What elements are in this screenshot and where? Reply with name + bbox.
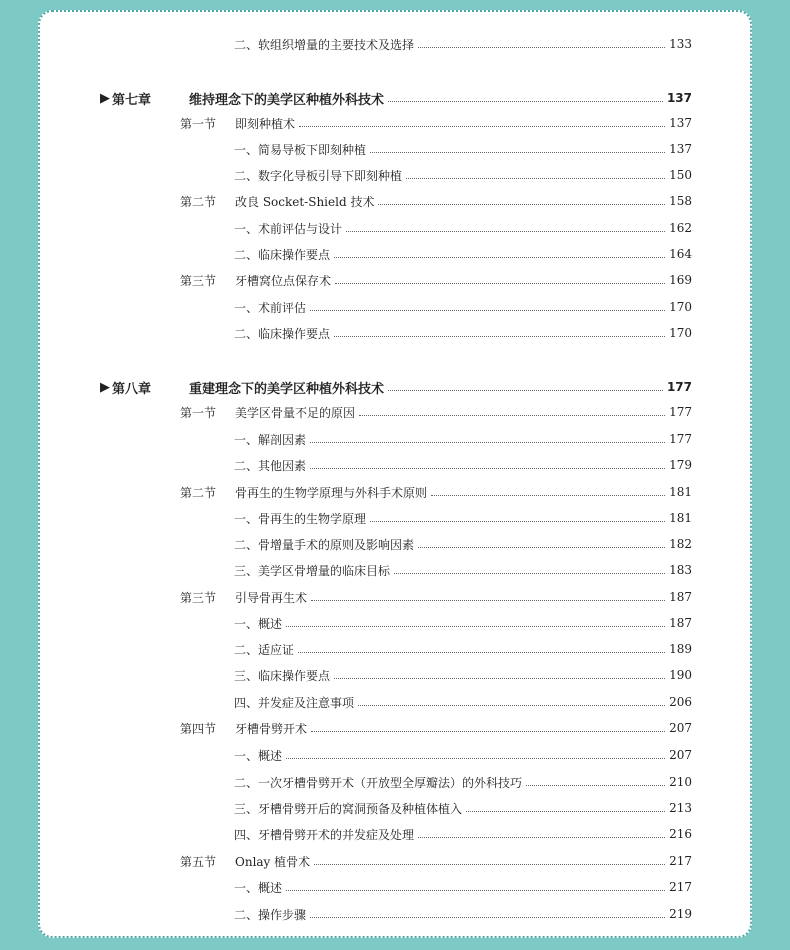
toc-subsection-entry [234, 244, 692, 264]
toc-page-number: 177 [666, 380, 692, 394]
dot-leader [358, 705, 665, 706]
triangle-bullet-icon: ▶ [100, 379, 110, 395]
toc-entry-title: 改良 Socket-Shield 技术 [235, 194, 375, 209]
toc-entry-title: 一、骨再生的生物学原理 [234, 511, 367, 526]
toc-page-number: 183 [669, 563, 692, 577]
toc-page-number: 207 [669, 721, 692, 735]
toc-page-number: 133 [669, 37, 692, 51]
toc-entry-title: 美学区骨量不足的原因 [235, 405, 356, 420]
toc-page-number: 158 [669, 194, 692, 208]
toc-subsection-entry [234, 534, 692, 554]
dot-leader [418, 837, 665, 838]
toc-entry-title: 四、牙槽骨劈开术的并发症及处理 [234, 827, 415, 842]
toc-entry-title: 一、概述 [234, 616, 283, 631]
dot-leader [388, 390, 663, 391]
chapter-label: 第八章 [112, 381, 152, 397]
section-label: 第一节 [180, 405, 217, 420]
toc-page-number: 169 [669, 273, 692, 287]
toc-entry-title: 牙槽窝位点保存术 [235, 273, 332, 288]
dot-leader [346, 231, 665, 232]
toc-subsection-entry [234, 824, 692, 844]
toc-page-number: 216 [669, 827, 692, 841]
toc-entry-title: 维持理念下的美学区种植外科技术 [189, 92, 385, 108]
toc-subsection-entry [234, 639, 692, 659]
toc-entry-title: 一、概述 [234, 748, 283, 763]
toc-entry-title: 二、数字化导板引导下即刻种植 [234, 168, 403, 183]
toc-chapter-entry [100, 88, 692, 108]
chapter-label: 第七章 [112, 92, 152, 108]
toc-subsection-entry [234, 772, 692, 792]
toc-chapter-entry [100, 377, 692, 397]
toc-page-number: 210 [669, 775, 692, 789]
toc-page-number: 206 [669, 695, 692, 709]
dot-leader [310, 917, 665, 918]
toc-subsection-entry [234, 297, 692, 317]
toc-entry-title: 一、术前评估 [234, 300, 307, 315]
toc-page-number: 213 [669, 801, 692, 815]
dot-leader [388, 101, 663, 102]
toc-page-number: 137 [669, 142, 692, 156]
toc-page-number: 179 [669, 458, 692, 472]
dot-leader [298, 652, 665, 653]
toc-page-number: 162 [669, 221, 692, 235]
toc-page-number: 189 [669, 642, 692, 656]
toc-entry-title: 一、简易导板下即刻种植 [234, 142, 367, 157]
section-label: 第一节 [180, 116, 217, 131]
toc-page-number: 164 [669, 247, 692, 261]
section-label: 第三节 [180, 273, 217, 288]
toc-entry-title: 二、临床操作要点 [234, 247, 331, 262]
dot-leader [286, 626, 665, 627]
dot-leader [310, 310, 665, 311]
toc-subsection-entry [234, 165, 692, 185]
toc-entry-title: 四、并发症及注意事项 [234, 695, 355, 710]
toc-subsection-entry [234, 139, 692, 159]
toc-entry-title: 三、美学区骨增量的临床目标 [234, 563, 391, 578]
dot-leader [431, 495, 665, 496]
toc-section-entry [180, 402, 692, 422]
toc-page [38, 10, 752, 938]
toc-subsection-entry [234, 455, 692, 475]
toc-subsection-entry [234, 323, 692, 343]
toc-page-number: 181 [669, 511, 692, 525]
toc-entry-title: 一、术前评估与设计 [234, 221, 343, 236]
toc-page-number: 177 [669, 405, 692, 419]
toc-subsection-entry [234, 692, 692, 712]
toc-subsection-entry [234, 904, 692, 924]
toc-subsection-entry [234, 34, 692, 54]
dot-leader [406, 178, 665, 179]
dot-leader [334, 336, 665, 337]
toc-entry-title: 二、一次牙槽骨劈开术（开放型全厚瓣法）的外科技巧 [234, 775, 523, 790]
toc-section-entry [180, 482, 692, 502]
section-label: 第三节 [180, 590, 217, 605]
section-label: 第二节 [180, 194, 217, 209]
dot-leader [286, 890, 665, 891]
toc-entry-title: 二、操作步骤 [234, 907, 307, 922]
dot-leader [311, 731, 665, 732]
toc-subsection-entry [234, 218, 692, 238]
toc-subsection-entry [234, 745, 692, 765]
toc-entry-title: 二、其他因素 [234, 458, 307, 473]
toc-subsection-entry [234, 508, 692, 528]
toc-page-number: 170 [669, 326, 692, 340]
dot-leader [314, 864, 665, 865]
toc-page-number: 217 [669, 880, 692, 894]
toc-entry-title: 引导骨再生术 [235, 590, 308, 605]
toc-page-number: 207 [669, 748, 692, 762]
toc-entry-title: 三、临床操作要点 [234, 668, 331, 683]
toc-section-entry [180, 851, 692, 871]
toc-entry-title: 二、骨增量手术的原则及影响因素 [234, 537, 415, 552]
toc-page-number: 219 [669, 907, 692, 921]
toc-subsection-entry [234, 429, 692, 449]
dot-leader [526, 785, 665, 786]
dot-leader [310, 468, 665, 469]
toc-entry-title: 一、概述 [234, 880, 283, 895]
toc-subsection-entry [234, 613, 692, 633]
toc-page-number: 170 [669, 300, 692, 314]
toc-page-number: 190 [669, 668, 692, 682]
dot-leader [311, 600, 665, 601]
section-label: 第二节 [180, 485, 217, 500]
toc-entry-title: 一、解剖因素 [234, 432, 307, 447]
toc-subsection-entry [234, 560, 692, 580]
toc-entry-title: 二、适应证 [234, 642, 295, 657]
toc-page-number: 182 [669, 537, 692, 551]
dot-leader [418, 47, 665, 48]
dot-leader [378, 204, 665, 205]
toc-entry-title: 重建理念下的美学区种植外科技术 [189, 381, 385, 397]
dot-leader [466, 811, 665, 812]
toc-entry-title: 三、牙槽骨劈开后的窝洞预备及种植体植入 [234, 801, 463, 816]
toc-page-number: 187 [669, 616, 692, 630]
section-label: 第四节 [180, 721, 217, 736]
toc-entry-title: Onlay 植骨术 [235, 854, 311, 869]
toc-subsection-entry [234, 877, 692, 897]
toc-section-entry [180, 587, 692, 607]
dot-leader [359, 415, 665, 416]
toc-section-entry [180, 191, 692, 211]
toc-subsection-entry [234, 665, 692, 685]
dot-leader [370, 152, 665, 153]
toc-page-number: 181 [669, 485, 692, 499]
dot-leader [335, 283, 665, 284]
toc-entry-title: 即刻种植术 [235, 116, 296, 131]
toc-entry-title: 骨再生的生物学原理与外科手术原则 [235, 485, 428, 500]
triangle-bullet-icon: ▶ [100, 90, 110, 106]
dot-leader [334, 678, 665, 679]
toc-section-entry [180, 718, 692, 738]
dot-leader [299, 126, 665, 127]
toc-section-entry [180, 270, 692, 290]
dot-leader [394, 573, 665, 574]
toc-page-number: 150 [669, 168, 692, 182]
toc-page-number: 137 [666, 91, 692, 105]
section-label: 第五节 [180, 854, 217, 869]
toc-section-entry [180, 113, 692, 133]
toc-subsection-entry [234, 798, 692, 818]
toc-page-number: 217 [669, 854, 692, 868]
dot-leader [310, 442, 665, 443]
toc-page-number: 187 [669, 590, 692, 604]
dot-leader [418, 547, 665, 548]
toc-entry-title: 牙槽骨劈开术 [235, 721, 308, 736]
toc-page-number: 177 [669, 432, 692, 446]
toc-entry-title: 二、软组织增量的主要技术及选择 [234, 37, 415, 52]
dot-leader [334, 257, 665, 258]
dot-leader [286, 758, 665, 759]
toc-entry-title: 二、临床操作要点 [234, 326, 331, 341]
dot-leader [370, 521, 665, 522]
toc-page-number: 137 [669, 116, 692, 130]
